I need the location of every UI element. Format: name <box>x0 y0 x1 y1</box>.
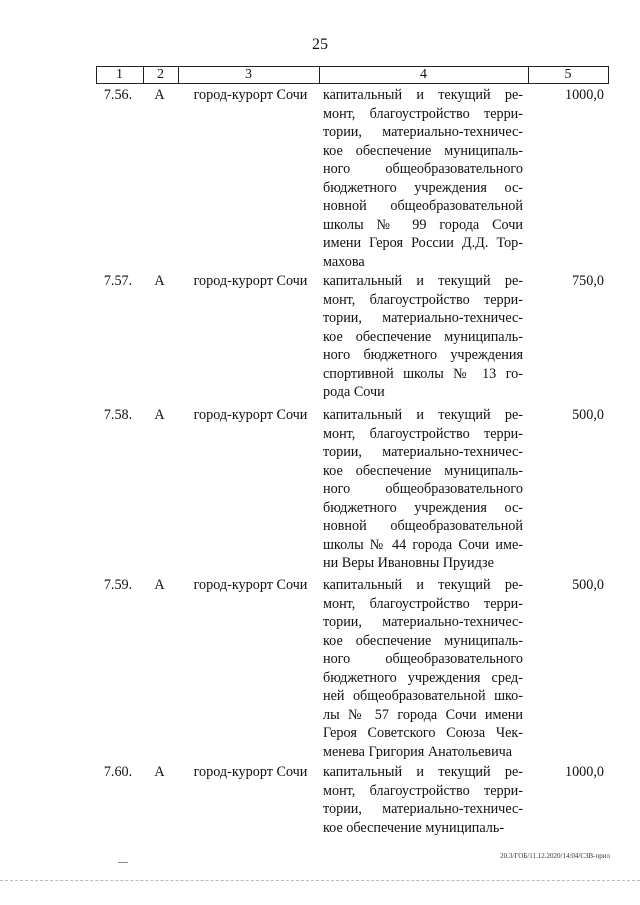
description-line: ного общеобразовательного <box>323 481 523 497</box>
description-line: капитальный и текущий ре- <box>323 273 523 289</box>
description-line: ней общеобразовательной шко- <box>323 688 523 704</box>
description-line: монт, благоустройство терри- <box>323 595 523 612</box>
description-line: монт, благоустройство терри- <box>323 782 523 799</box>
row-municipality: город-курорт Сочи <box>193 87 308 103</box>
description-line: лы № 57 города Сочи имени <box>323 706 523 723</box>
row-municipality: город-курорт Сочи <box>193 577 308 593</box>
description-line: менева Григория Анатольевича <box>323 743 513 760</box>
description-line: тории, материально-техничес- <box>323 801 523 817</box>
row-description <box>323 576 523 761</box>
description-line: монт, благоустройство терри- <box>323 291 523 308</box>
description-line: школы № 99 города Сочи <box>323 216 523 233</box>
description-line: капитальный и текущий ре- <box>323 407 523 423</box>
footer-divider <box>0 880 640 881</box>
header-col-4: 4 <box>420 67 427 82</box>
description-line: рода Сочи <box>323 384 385 400</box>
description-line: капитальный и текущий ре- <box>323 764 523 780</box>
row-category: А <box>154 87 165 103</box>
header-col-5: 5 <box>564 67 572 82</box>
description-line: Героя Советского Союза Чек- <box>323 725 523 741</box>
row-number: 7.60. <box>103 764 133 780</box>
description-line: бюджетного учреждения ос- <box>323 179 523 196</box>
row-municipality: город-курорт Сочи <box>193 407 308 423</box>
row-description <box>323 763 523 837</box>
description-line: школы № 44 города Сочи име- <box>323 536 523 553</box>
row-category: А <box>154 407 165 423</box>
description-line: ни Веры Ивановны Пруидзе <box>323 555 494 571</box>
description-line: имени Героя России Д.Д. Тор- <box>323 235 523 251</box>
row-description <box>323 406 523 573</box>
description-line: новной общеобразовательной <box>323 198 523 214</box>
description-line: новной общеобразовательной <box>323 518 523 534</box>
row-category: А <box>154 577 165 593</box>
header-col-2: 2 <box>157 67 164 82</box>
row-description <box>323 272 523 402</box>
description-line: кое обеспечение муниципаль- <box>323 632 523 649</box>
footer-mark <box>118 862 128 863</box>
row-municipality: город-курорт Сочи <box>193 764 308 780</box>
description-line: тории, материально-техничес- <box>323 614 523 630</box>
description-line: капитальный и текущий ре- <box>323 577 523 593</box>
description-line: бюджетного учреждения ос- <box>323 499 523 516</box>
description-line: капитальный и текущий ре- <box>323 87 523 103</box>
row-description <box>323 86 523 271</box>
description-line: махова <box>323 253 365 270</box>
header-col-1: 1 <box>116 67 123 82</box>
row-number: 7.59. <box>103 577 133 593</box>
row-category: А <box>154 273 165 289</box>
row-category: А <box>154 764 165 780</box>
description-line: кое обеспечение муниципаль- <box>323 462 523 479</box>
row-number: 7.58. <box>103 407 133 423</box>
description-line: кое обеспечение муниципаль- <box>323 819 505 836</box>
row-number: 7.56. <box>103 87 133 103</box>
description-line: кое обеспечение муниципаль- <box>323 142 523 159</box>
row-number: 7.57. <box>103 273 133 289</box>
description-line: кое обеспечение муниципаль- <box>323 328 523 345</box>
row-amount: 1000,0 <box>564 764 604 780</box>
description-line: тории, материально-техничес- <box>323 124 523 140</box>
description-line: бюджетного учреждения сред- <box>323 669 523 686</box>
row-amount: 500,0 <box>572 407 604 423</box>
description-line: ного бюджетного учреждения <box>323 347 523 363</box>
row-amount: 1000,0 <box>564 87 604 103</box>
description-line: монт, благоустройство терри- <box>323 425 523 442</box>
row-municipality: город-курорт Сочи <box>193 273 308 289</box>
description-line: монт, благоустройство терри- <box>323 105 523 122</box>
description-line: тории, материально-техничес- <box>323 444 523 460</box>
description-line: ного общеобразовательного <box>323 651 523 667</box>
document-code: 20.3/ГОБ/11.12.2020/14:04/СЗВ-прил <box>500 852 610 860</box>
page-number: 25 <box>312 36 328 53</box>
row-amount: 750,0 <box>572 273 604 289</box>
description-line: ного общеобразовательного <box>323 161 523 177</box>
row-amount: 500,0 <box>572 577 604 593</box>
description-line: спортивной школы № 13 го- <box>323 365 523 382</box>
description-line: тории, материально-техничес- <box>323 310 523 326</box>
header-col-3: 3 <box>245 67 252 82</box>
